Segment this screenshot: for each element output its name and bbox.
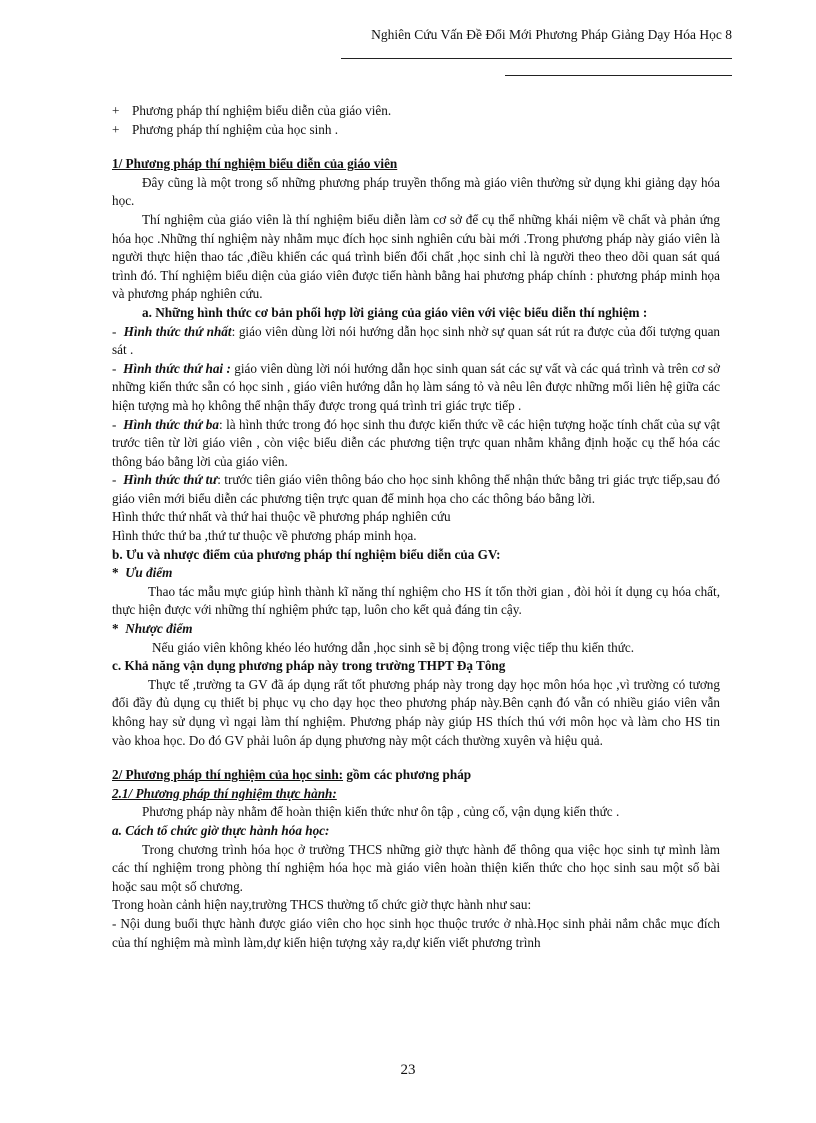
list-item	[112, 121, 720, 140]
form-label: Hình thức thứ nhất	[123, 323, 232, 339]
form-text: : là hình thức trong đó học sinh thu được kiến thức về các hiện tượng hoặc tính chất của sự vật trước tiên từ lời giáo viên , còn việc biểu diễn các phương tiện trực quan nhằm khẳng định hoặc cụ thể hóa các thông báo bằng lời của giáo viên.	[112, 416, 720, 469]
paragraph: Đây cũng là một trong số những phương pháp truyền thống mà giáo viên thường sử dụng khi giảng dạy hóa học.	[112, 174, 720, 209]
form-item	[112, 471, 720, 508]
asterisk: *	[112, 621, 119, 637]
form-item	[112, 323, 720, 360]
bullet-marker: +	[112, 103, 120, 118]
list-item-text: Phương pháp thí nghiệm của học sinh .	[132, 121, 339, 137]
paragraph: Thực tế ,trường ta GV đã áp dụng rất tốt phương pháp này trong dạy học môn hóa học ,vì trường có tương đối đầy đủ dụng cụ thiết bị phục vụ cho dạy học theo phương pháp này.Bên cạnh đó vẫn có nhiều giáo viên vẫn không hay sử dụng vì ngại làm thí nghiệm. Phương pháp này giúp HS thích thú với môn học và làm cho HS tin vào khoa học. Do đó GV phải luôn áp dụng phương này một cách thường xuyên và hiệu quả.	[112, 676, 720, 748]
dash: -	[112, 323, 117, 339]
section2-heading-line	[112, 766, 720, 785]
note: Hình thức thứ ba ,thứ tư thuộc về phương pháp minh họa.	[112, 528, 417, 544]
list-item	[112, 102, 720, 121]
form-text: giáo viên dùng lời nói hướng dẫn học sinh quan sát các sự vất và các quá trình và trên cơ sở những kiến thức sẵn có học sinh , giáo viên hướng dẫn họ làm sáng tỏ và nêu lên được những mối liên hệ giữa các hiện tượng mà họ không thể nhận thấy được trong quá trình tri giác trực tiếp .	[112, 360, 721, 413]
header-rule-long	[341, 58, 732, 59]
form-item	[112, 360, 720, 416]
section2-heading: 2/ Phương pháp thí nghiệm của học sinh:	[112, 767, 344, 783]
subheading-2-1: 2.1/ Phương pháp thí nghiệm thực hành:	[112, 785, 337, 801]
form-text: : giáo viên dùng lời nói hướng dẫn học sinh nhờ sự quan sát rút ra được của đối tượng quan sát .	[112, 323, 721, 358]
running-header: Nghiên Cứu Vấn Đề Đổi Mới Phương Pháp Giảng Dạy Hóa Học 8	[371, 27, 732, 42]
paragraph: Thí nghiệm của giáo viên là thí nghiệm biểu diễn làm cơ sở để cụ thể những khái niệm về chất và phản ứng hóa học .Những thí nghiệm này nhằm mục đích học sinh nghiên cứu bài mới .Trong phương pháp này giáo viên là người thực hiện thao tác ,điều khiển các quá trình biến đổi chất ,học sinh chỉ là người theo theo dõi quan sát quá trình đó. Thí nghiệm biểu diện của giáo viên được tiến hành bằng hai phương pháp chính : phương pháp minh họa và phương pháp nghiên cứu.	[112, 211, 720, 302]
section1-heading: 1/ Phương pháp thí nghiệm biểu diễn của giáo viên	[112, 156, 398, 172]
header-rule-short	[505, 75, 732, 76]
form-label: Hình thức thứ hai :	[123, 360, 231, 376]
form-text: : trước tiên giáo viên thông báo cho học sinh không thể nhận thức bằng tri giác trực tiếp,sau đó giáo viên mới biểu diễn các phương tiện trực quan để minh họa cho các thông báo bằng lời.	[112, 472, 720, 506]
paragraph: Phương pháp này nhằm để hoàn thiện kiến thức như ôn tập , củng cố, vận dụng kiến thức .	[142, 804, 620, 820]
disadvantages-label	[112, 620, 720, 639]
dash: -	[112, 416, 117, 432]
section2-heading-tail: gồm các phương pháp	[343, 767, 472, 783]
label-text: Nhược điểm	[125, 621, 193, 637]
subheading-a2: a. Cách tổ chức giờ thực hành hóa học:	[112, 822, 330, 838]
subheading-a: a. Những hình thức cơ bản phối hợp lời giảng của giáo viên với việc biểu diễn thí nghiệm :	[142, 304, 648, 320]
paragraph: Trong chương trình hóa học ở trường THCS những giờ thực hành để thông qua việc học sinh tự mình làm các thí nghiệm trong phòng thí nghiệm hóa học mà giáo viên hoàn thiện kiến thức cho học sinh sau một số bài hoặc sau một số chương.	[112, 841, 720, 894]
note: Hình thức thứ nhất và thứ hai thuộc về phương pháp nghiên cứu	[112, 509, 451, 525]
bullet-marker: +	[112, 121, 120, 137]
page-number: 23	[400, 1062, 416, 1078]
subheading-b: b. Ưu và nhược điểm của phương pháp thí nghiệm biểu diễn của GV:	[112, 546, 501, 562]
asterisk: *	[112, 565, 119, 581]
page-body	[112, 102, 720, 952]
paragraph: Thao tác mẫu mực giúp hình thành kĩ năng thí nghiệm cho HS ít tốn thời gian , đòi hỏi ít dụng cụ hóa chất, thực hiện được với những thí nghiệm phức tạp, luôn cho kết quả đáng tin cậy.	[112, 583, 720, 618]
subheading-c: c. Khả năng vận dụng phương pháp này trong trường THPT Đạ Tông	[112, 658, 506, 674]
label-text: Ưu điểm	[125, 565, 173, 581]
form-label: Hình thức thứ tư	[123, 472, 218, 488]
paragraph: Nếu giáo viên không khéo léo hướng dẫn ,học sinh sẽ bị động trong việc tiếp thu kiến thức.	[152, 639, 635, 655]
paragraph: - Nội dung buổi thực hành được giáo viên cho học sinh học thuộc trước ở nhà.Học sinh phải nắm chắc mục đích của thí nghiệm mà mình làm,dự kiến hiện tượng xảy ra,dự kiến viết phương trình	[112, 915, 720, 950]
form-label: Hình thức thứ ba	[123, 416, 219, 432]
paragraph: Trong hoàn cảnh hiện nay,trường THCS thường tổ chức giờ thực hành như sau:	[112, 897, 532, 913]
form-item	[112, 416, 720, 472]
dash: -	[112, 360, 117, 376]
advantages-label	[112, 564, 720, 583]
dash: -	[112, 472, 117, 488]
list-item-text: Phương pháp thí nghiệm biểu diễn của giáo viên.	[132, 103, 392, 118]
